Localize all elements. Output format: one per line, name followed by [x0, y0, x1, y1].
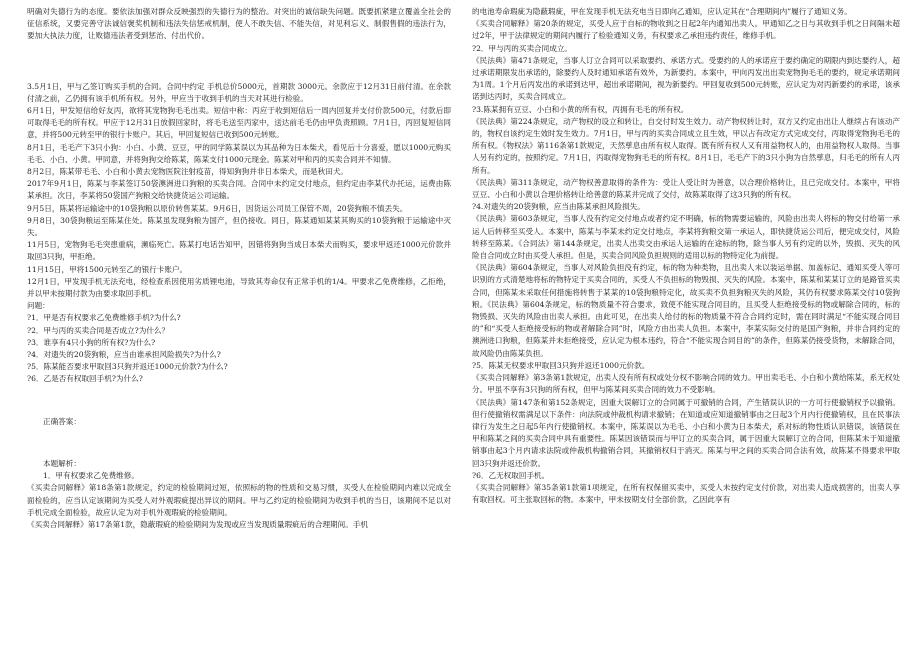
questions-heading: 问题：	[27, 301, 50, 311]
analysis-paragraph: 《买卖合同解释》第20条的规定，买受人应于自标的物收到之日起2年内通知出卖人。甲通知乙之日与其收到手机之日间隔未超过2年，甲于法律规定的期间内履行了检验通知义务，有权要求乙承担违约责任，维修手机。	[472, 19, 900, 41]
case-paragraph: 3.5月1日，甲与乙签订购买手机的合同。合同中约定 手机总价5000元，首期款 3000元。余款应于12月31日前付清。在余款付清之前，乙仍拥有该手机所有权。另外，甲应当于收到手机的当天对其进行检验。	[27, 81, 451, 103]
analysis-paragraph: 《买卖合同解释》第35条第1款第1项规定，在所有权保留买卖中，买受人未按约定支付价款，对出卖人造成损害的，出卖人享有取回权。可主张取回标的物。本案中，甲未按期支付全部价款，乙因此享有	[472, 482, 900, 505]
question-item: ?1．甲是否有权要求乙免费维修手机?为什么?	[27, 313, 181, 323]
case-paragraph: 9月5日，陈某将运输途中的10袋狗粮以原价转售某某。9月6日，因货运公司员工保管不周，20袋狗粮不慎丢失。	[27, 203, 408, 213]
case-paragraph: 8月1日，毛毛产下3只小狗：小白、小黄、豆豆，甲的同学陈某误以为其品种为日本柴犬，看见后十分喜爱，愿以1000元购买毛毛、小白、小黄。甲同意，并将狗狗交给陈某，陈某支付1000元现金。陈某对甲和丙的买卖合同并不知情。	[27, 142, 451, 164]
spacer	[27, 428, 451, 458]
analysis-paragraph: 《民法典》第224条规定，动产物权的设立和转让，自交付时发生效力。动产物权转让时，双方又约定由出让人继续占有该动产的，物权自该约定生效时发生效力。7月1日，甲与丙的买卖合同成立且生效，甲以占有改定方式完成交付，丙取得宠物狗毛毛的所有权。《物权法》第116条第1款规定，天然孳息由所有权人取得。既有所有权人又有用益物权人的，由用益物权人取得。当事人另有约定的，按照约定。7月1日，丙取得宠物狗毛毛的所有权。8月1日，毛毛产下的3只小狗为自然孳息，归毛毛的所有人丙所有。	[472, 116, 900, 175]
spacer	[27, 386, 451, 416]
analysis-paragraph: 《民法典》第471条规定，当事人订立合同可以采取要约、承诺方式。受要约的人的承诺应于要约确定的期限内到达要约人，超过承诺期限发出承诺的，除要约人及时通知承诺有效外，为新要约。本案中，甲向丙发出出卖宠物狗毛毛的要约，规定承诺期间为1周。1个月后丙发出的承诺到达甲，超出承诺期间，视为新要约。甲回复收到500元转账，应认定为对丙新要约的承诺，该承诺到达丙时，买卖合同成立。	[472, 55, 900, 102]
answer-item: ?4.对遗失的20袋狗粮，应当由陈某承担风险损失。	[472, 202, 645, 212]
question-item: ?5．陈某能否要求甲取回3只狗并返还1000元价款?为什么?	[27, 362, 228, 372]
case-paragraph: 6月1日，甲发短信给好友丙，欲将其宠物狗毛毛出卖。短信中称：丙应于收到短信后一周内回复并支付价款500元，付款后即可取得毛毛的所有权。甲应于12月31日放假回家时，将毛毛送至丙家中，送达前毛毛仍由甲负责照顾。7月1日，丙回复短信同意，并将500元转至甲的银行卡账户。其后，甲回复短信已收到500元转账。	[27, 106, 451, 140]
case-paragraph: 2017年9月1日，陈某与李某签订50袋澳洲进口狗粮的买卖合同。合同中未约定交付地点，但约定由李某代办托运，运费由陈某承担。次日，李某将50袋国产狗粮交给快捷货运公司运输。	[27, 179, 451, 201]
question-item: ?6．乙是否有权取回手机?为什么?	[27, 374, 143, 384]
answer-item: ?5．陈某无权要求甲取回3只狗并返还1000元价款。	[472, 360, 650, 370]
analysis-paragraph: 《买卖合同解释》第18条第1款规定，约定的检验期间过短，依照标的物的性质和交易习惯，买受人在检验期间内难以完成全面检验的，应当认定该期间为买受人对外观瑕疵提出异议的期间。甲与乙约定的检验期间为收到手机的当日，该期间不足以对手机完成全面检验，故应认定为对手机外观瑕疵的检验期间。	[27, 483, 451, 517]
answer-item: ?6．乙无权取回手机。	[472, 470, 550, 480]
spacer	[27, 43, 451, 81]
analysis-paragraph: 1．甲有权要求乙免费维修。	[43, 471, 139, 481]
case-paragraph: 12月1日，甲发现手机无法充电，经检查系因使用劣质锂电池，导致其寿命仅有正常手机的1/4。甲要求乙免费维修，乙拒绝，并以甲未按期付款为由要求取回手机。	[27, 276, 451, 299]
answer-item: ?2．甲与丙的买卖合同成立。	[472, 43, 573, 53]
analysis-label: 本题解析：	[43, 458, 81, 468]
left-column	[27, 6, 451, 531]
analysis-paragraph: 《民法典》第147条和第152条规定，因重大误解订立的合同属于可撤销的合同，产生错误认识的一方可行使撤销权予以撤销。但行使撤销权需满足以下条件：向法院或仲裁机构请求撤销；在知道或应知道撤销事由之日起3个月内行使撤销权，且在民事法律行为发生之日起5年内行使撤销权。本案中，陈某误以为毛毛、小白和小黄为日本柴犬，系对标的物性质认识错误，该错误在甲和陈某之间的买卖合同中具有重要性。陈某因该错误而与甲订立的买卖合同，属于因重大误解订立的合同，但陈某未于知道撤销事由起3个月内请求法院或仲裁机构撤销合同，其撤销权归于消灭。陈某与甲之间的买卖合同合法有效，故陈某不得要求甲取回3只狗并返还价款。	[472, 397, 900, 468]
question-item: ?2．甲与丙的买卖合同是否成立?为什么？	[27, 325, 170, 335]
question-item: ?4．对遗失的20袋狗粮，应当由谁承担风险损失?为什么?	[27, 350, 221, 360]
case-paragraph: 11月15日，甲将1500元转至乙的银行卡账户。	[27, 264, 188, 274]
case-paragraph: 11月5日，宠物狗毛毛突患重病，濒临死亡。陈某打电话告知甲，因错将狗狗当成日本柴犬而购买，要求甲返还1000元价款并取回3只狗，甲拒绝。	[27, 240, 451, 262]
analysis-paragraph: 的电池寿命瑕疵为隐蔽瑕疵，甲在发现手机无法充电当日即向乙通知，应认定其在“合理期间内”履行了通知义务。	[472, 7, 852, 16]
case-paragraph: 8月2日，陈某带毛毛、小白和小黄去宠物医院注射疫苗，得知狗狗并非日本柴犬，而是秋田犬。	[27, 167, 349, 177]
analysis-paragraph: 《民法典》第604条规定，当事人对风险负担没有约定，标的物为种类物，且出卖人未以装运单据、加盖标记、通知买受人等可识别的方式清楚地将标的物特定于买卖合同的，买受人不负担标的物毁损、灭失的风险。本案中，陈某和某某订立的是路管买卖合同，但陈某未采取任何措施将转售于某某的10袋狗粮特定化，故买卖不负担狗粮灭失的风险，其仍有权要求陈某交付10袋狗粮。《民法典》第604条规定，标的物质量不符合要求，致使不能实现合同目的，且买受人拒绝接受标的物或解除合同的，标的物毁损、灭失的风险由出卖人承担。由此可见，在出卖人给付的标的物质量不符合合同约定时，需在同时满足“不能实现合同目的”和“买受人拒绝接受标的物或者解除合同”时，风险方由出卖人负担。本案中，李某实际交付的是国产狗粮，并非合同约定的澳洲进口狗粮，但陈某并未拒绝接受，应认定为根本违约，符合“不能实现合同目的”的条件，但陈某仍接受货物，未解除合同，故风险仍由陈某负担。	[472, 263, 900, 358]
answer-item: ?3.陈某拥有豆豆、小白和小黄的所有权，丙拥有毛毛的所有权。	[472, 104, 689, 114]
question-item: ?3．谁享有4只小狗的所有权?为什么?	[27, 337, 156, 347]
analysis-paragraph: 《民法典》第603条规定，当事人没有约定交付地点或者约定不明确，标的物需要运输的，风险由出卖人将标的物交付给第一承运人后转移至买受人。本案中，陈某与李某未约定交付地点，李某将狗粮交第一承运人，即快捷货运公司后，便完成交付，风险转移至陈某。《合同法》第144条规定，出卖人出卖交由承运人运输的在途标的物，除当事人另有约定的以外，毁损、灭失的风险自合同成立时由买受人承担。但是，买卖合同风险负担规则的适用以标的物特定化为前提。	[472, 214, 900, 261]
analysis-paragraph: 《买卖合同解释》第3条第1款规定，出卖人没有所有权或处分权不影响合同的效力。甲出卖毛毛、小白和小黄给陈某，系无权处分。甲虽不享有3只狗的所有权，但甲与陈某间买卖合同的效力不受影响。	[472, 373, 900, 395]
analysis-paragraph: 《民法典》第311条规定，动产物权善意取得的条件为：受让人受让时为善意，以合理价格转让，且已完成交付。本案中，甲将豆豆、小白和小黄以合理价格转让给善意的陈某并完成了交付，故陈某取得了这3只狗的所有权。	[472, 177, 900, 200]
intro-paragraph: 明确对失德行为的态度。要依法加强对群众反映强烈的失德行为的整治。对突出的诚信缺失问题。既要抓紧建立覆盖全社会的征信系统，又要完善守法诚信褒奖机制和违法失信惩戒机制，使人不敢失信、不能失信，对见利忘义、制假售假的违法行为，要加大执法力度，让败德违法者受到惩治、付出代价。	[27, 7, 451, 41]
right-column	[472, 6, 900, 506]
answer-label: 正确答案：	[43, 416, 81, 426]
analysis-paragraph: 《买卖合同解释》第17条第1款，隐蔽瑕疵的检验期间为发现或应当发现质量瑕疵后的合理期间。手机	[27, 519, 369, 529]
case-paragraph: 9月8日，30袋狗粮运至陈某住处。陈某虽发现狗粮为国产，但仍接收。同日，陈某通知某某其购买的10袋狗粮于运输途中灭失。	[27, 215, 451, 238]
